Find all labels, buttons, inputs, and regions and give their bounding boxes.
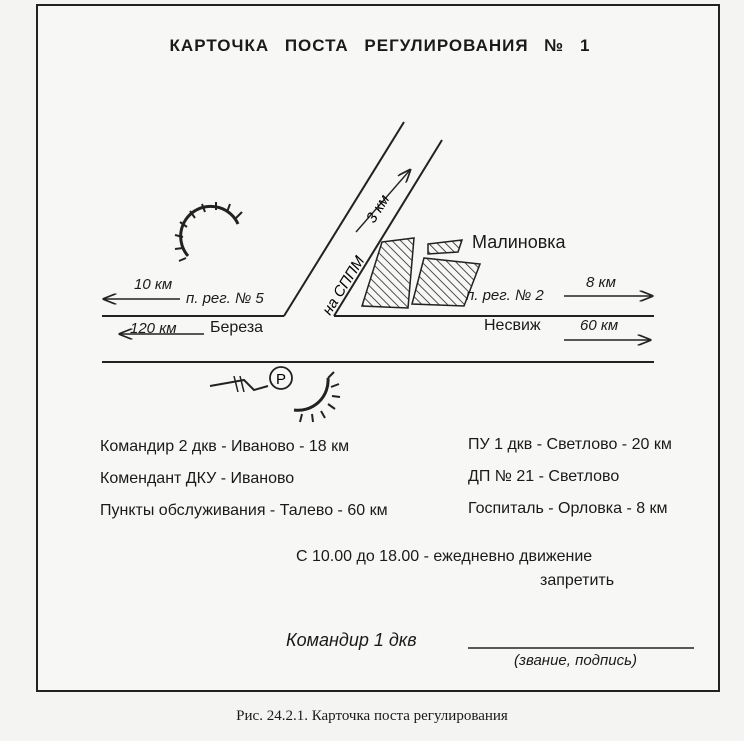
north-distance-label: 3 км [362,191,394,227]
signature-hint: (звание, подпись) [514,652,637,669]
town-bereza: Береза [210,319,264,336]
commander-symbol-top-icon [175,202,242,261]
post-right-label: п. рег. № 2 [466,287,544,304]
town-malinovka: Малиновка [472,232,566,252]
info-left-2: Комендант ДКУ - Иваново [100,470,295,487]
restriction-line-2: запретить [540,572,615,589]
card-title: КАРТОЧКА ПОСТА РЕГУЛИРОВАНИЯ № 1 [169,36,591,55]
distance-left-bottom: 120 км [130,320,177,337]
post-symbol-label: Р [275,371,287,388]
regulation-post-card [36,4,720,692]
info-left-1: Командир 2 дкв - Иваново - 18 км [100,438,350,455]
figure-caption: Рис. 24.2.1. Карточка поста регулирования [236,708,508,724]
signature-label: Командир 1 дкв [286,630,417,650]
town-nesvizh: Несвиж [484,317,541,334]
settlement-blocks [362,238,480,308]
info-right-3: Госпиталь - Орловка - 8 км [468,500,668,517]
distance-right-bottom: 60 км [580,317,619,334]
info-left-3: Пункты обслуживания - Талево - 60 км [100,502,388,519]
distance-left-top: 10 км [134,276,173,293]
post-left-label: п. рег. № 5 [186,290,264,307]
north-road-label: на СППМ [318,253,369,319]
commander-symbol-bottom-icon [294,372,340,422]
info-right-1: ПУ 1 дкв - Светлово - 20 км [468,436,672,453]
info-right-2: ДП № 21 - Светлово [468,468,620,485]
restriction-line-1: С 10.00 до 18.00 - ежедневно движение [296,548,593,565]
distance-right-top: 8 км [586,274,616,291]
regulation-post-icon [210,367,292,392]
road-map [38,6,722,694]
main-road [102,316,654,362]
